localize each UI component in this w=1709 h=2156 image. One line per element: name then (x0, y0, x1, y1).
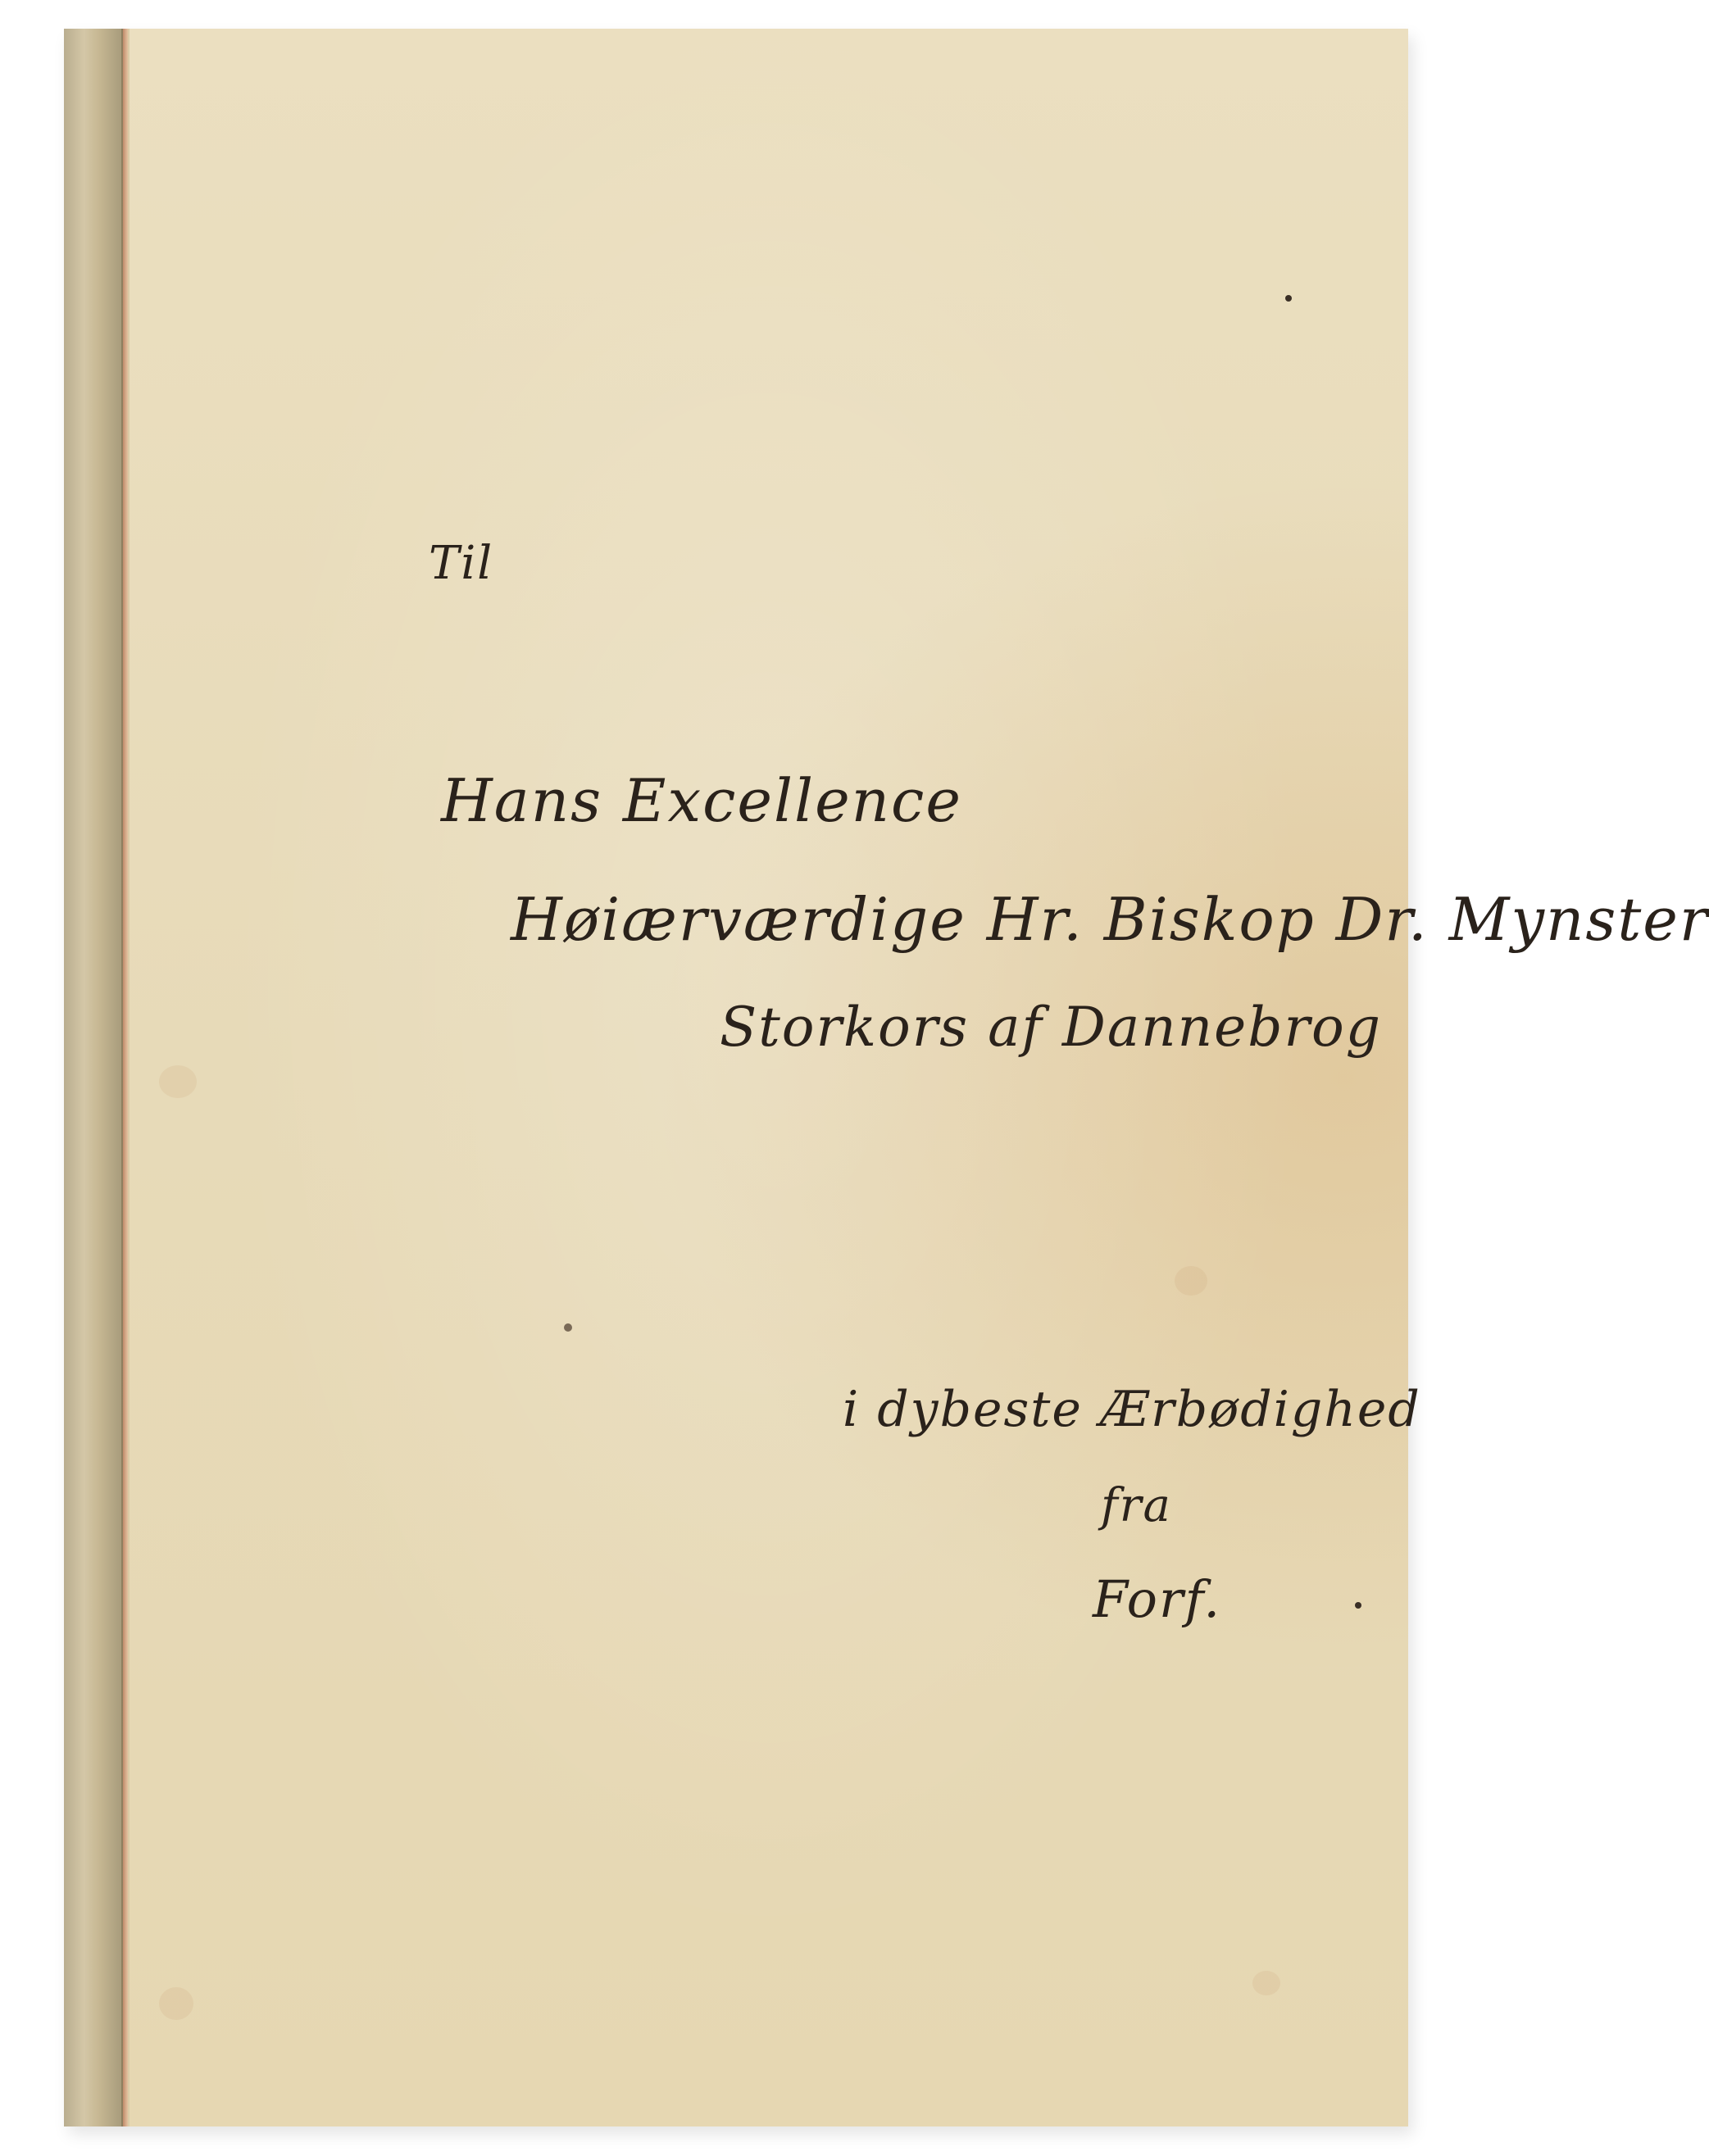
inscription-line-til: Til (429, 537, 494, 590)
page-gutter (123, 29, 128, 2126)
inscription-signature: Forf. (1093, 1569, 1222, 1629)
book-spine (64, 29, 123, 2126)
ink-dot (1285, 295, 1292, 302)
inscription-line-excellence: Hans Excellence (441, 766, 962, 835)
inscription-line-from: fra (1101, 1479, 1172, 1532)
inscription-line-bishop: Høiærværdige Hr. Biskop Dr. Mynster (511, 885, 1709, 954)
foxing-spot (1252, 1971, 1280, 1995)
inscription-line-order: Storkors af Dannebrog (720, 996, 1383, 1059)
foxing-spot (159, 1987, 193, 2020)
inscription-line-respect: i dybeste Ærbødighed (843, 1381, 1421, 1438)
flyleaf-page (130, 29, 1709, 2126)
ink-dot (1355, 1602, 1361, 1609)
ink-dot (564, 1323, 572, 1332)
foxing-spot (1175, 1266, 1207, 1296)
foxing-spot (159, 1065, 197, 1098)
